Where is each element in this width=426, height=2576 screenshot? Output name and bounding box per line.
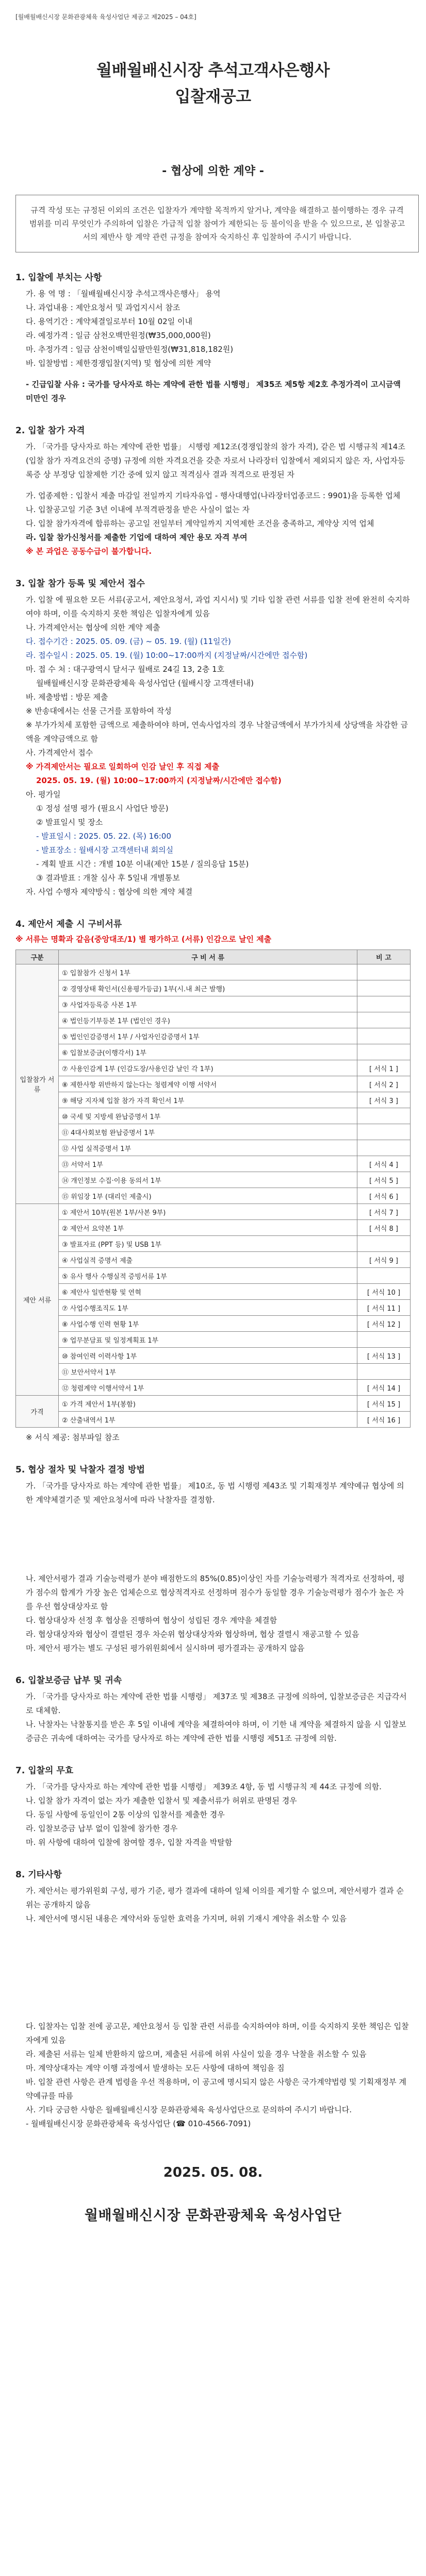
- table-note-cell: [ 서식 8 ]: [357, 1220, 411, 1236]
- table-row: [16, 1140, 411, 1156]
- table-row: [16, 1316, 411, 1332]
- table-document-cell: ⑨ 업무분담표 및 일정계획표 1부: [59, 1332, 357, 1348]
- table-document-cell: ⑤ 법인인감증명서 1부 / 사업자인감증명서 1부: [59, 1028, 357, 1044]
- section-8-line: 가. 제안서는 평가위원회 구성, 평가 기준, 평가 결과에 대하여 일체 이의를 제기할 수 없으며, 제안서평가 결과 순위는 공개하지 않음: [26, 1886, 404, 1909]
- section-3-line: ※ 부가가치세 포함한 금액으로 제출하여야 하며, 연속사업자의 경우 낙찰금액에서 부가가치세 상당액을 차감한 금액을 계약금액으로 함: [26, 720, 408, 743]
- section-6-line: 가. 「국가를 당사자로 하는 계약에 관한 법률 시행령」 제37조 및 제38조 규정에 의하여, 입찰보증금은 지급각서로 대체함.: [26, 1692, 407, 1715]
- table-note-cell: [357, 1044, 411, 1060]
- table-header-note: 비 고: [357, 950, 411, 964]
- required-documents-table: [15, 950, 411, 1428]
- table-document-cell: ② 경영상태 확인서(신용평가등급) 1부(시.내 최근 발행): [59, 980, 357, 996]
- section-5-line: 마. 제안서 평가는 별도 구성된 평가위원회에서 실시하며 평가결과는 공개하지 않음: [26, 1643, 305, 1653]
- section-3-line: 월배월배신시장 문화관광체육 육성사업단 (월배시장 고객센터내): [36, 679, 254, 688]
- table-row: [16, 1348, 411, 1364]
- table-row: [16, 1396, 411, 1412]
- table-note-cell: [ 서식 14 ]: [357, 1380, 411, 1396]
- table-note-cell: [ 서식 5 ]: [357, 1172, 411, 1188]
- section-8-line: [15, 1926, 411, 1933]
- table-document-cell: ④ 법인등기부등본 1부 (법인인 경우): [59, 1012, 357, 1028]
- section-1-line: 마. 추정가격 : 일금 삼천이백일십팔만원정(₩31,818,182원): [26, 345, 234, 354]
- section-7-heading: 7. 입찰의 무효: [15, 1766, 74, 1776]
- section-5-line: 가. 「국가를 당사자로 하는 계약에 관한 법률」 제10조, 동 법 시행령 제43조 및 기획재정부 계약예규 협상에 의한 계약체결기준 및 제안요청서에 따라 낙찰자를 결정함.: [26, 1481, 404, 1504]
- section-7-line: 나. 입찰 참가 자격이 없는 자가 제출한 입찰서 및 제출서류가 허위로 판명된 경우: [26, 1796, 297, 1805]
- table-category-cell: 입찰참가 서류: [16, 964, 59, 1204]
- table-row: [16, 964, 411, 980]
- section-3-line: 가. 입찰 에 필요한 모든 서류(공고서, 제안요청서, 과업 지시서) 및 기타 입찰 관련 서류를 입찰 전에 완전히 숙지하여야 하며, 이를 숙지하지 못한 책임은 입찰자에게 있음: [26, 595, 410, 618]
- section-1-body: [15, 287, 411, 405]
- section-5-line: [15, 1529, 411, 1536]
- table-row: [16, 1204, 411, 1220]
- section-3-line: ※ 가격제안서는 필요로 일회하여 인감 날인 후 직접 제출: [26, 762, 220, 771]
- document-header: [월배월배신시장 문화관광체육 육성사업단 제공고 제2025 – 04호]: [15, 13, 196, 21]
- table-row: [16, 1044, 411, 1060]
- section-2-heading: 2. 입찰 참가 자격: [15, 426, 85, 436]
- section-2-body: [15, 440, 411, 558]
- table-note-cell: [357, 1268, 411, 1284]
- section-8-line: 라. 제출된 서류는 일체 반환하지 않으며, 제출된 서류에 허위 사실이 있을 경우 낙찰을 취소할 수 있음: [26, 2049, 367, 2059]
- table-row: [16, 1076, 411, 1092]
- section-6-heading: 6. 입찰보증금 납부 및 귀속: [15, 1675, 122, 1686]
- table-note-cell: [ 서식 13 ]: [357, 1348, 411, 1364]
- section-8-heading: 8. 기타사항: [15, 1870, 62, 1880]
- section-8-line: 마. 계약상대자는 계약 이행 과정에서 발생하는 모든 사항에 대하여 책임을 짐: [26, 2063, 285, 2073]
- table-row: [16, 1380, 411, 1396]
- table-row: [16, 1300, 411, 1316]
- table-row: [16, 980, 411, 996]
- table-row: [16, 1284, 411, 1300]
- section-5-line: 라. 협상대상자와 협상이 결렬된 경우 차순위 협상대상자와 협상하며, 협상 결렬시 재공고할 수 있음: [26, 1630, 359, 1639]
- section-7-line: 라. 입찰보증금 납부 없이 입찰에 참가한 경우: [26, 1824, 178, 1833]
- table-note-cell: [ 서식 12 ]: [357, 1316, 411, 1332]
- table-document-cell: ① 입찰참가 신청서 1부: [59, 964, 357, 980]
- table-row: [16, 1108, 411, 1124]
- table-row: [16, 1060, 411, 1076]
- section-3-line: ③ 결과발표 : 개찰 심사 후 5일내 개별통보: [36, 873, 180, 883]
- section-2-line: 다. 입찰 참가자격에 합류하는 공고일 전일부터 계약일까지 지역제한 조건을 충족하고, 계약상 지역 업체: [26, 519, 374, 528]
- table-note-cell: [ 서식 2 ]: [357, 1076, 411, 1092]
- table-row: [16, 1236, 411, 1252]
- section-1-note: - 긴급입찰 사유 : 국가를 당사자로 하는 계약에 관한 법률 시행령」 제35조 제5항 제2호 추정가격이 고시금액 미만인 경우: [26, 380, 401, 403]
- section-3-heading: 3. 입찰 참가 등록 및 제안서 접수: [15, 579, 145, 589]
- section-7-line: 다. 동일 사항에 동일인이 2통 이상의 입찰서를 제출한 경우: [26, 1810, 225, 1819]
- section-2-line: 가. 업종제한 : 입찰서 제출 마감일 전일까지 기타자유업 - 행사대행업(나라장터업종코드 : 9901)을 등록한 업체: [26, 491, 401, 500]
- subtitle: - 협상에 의한 계약 -: [162, 165, 264, 178]
- table-header-category: 구분: [16, 950, 59, 964]
- table-note-cell: [357, 964, 411, 980]
- section-8-line: [15, 1969, 411, 1976]
- table-note-cell: [357, 1108, 411, 1124]
- notice-box: 규격 작성 또는 규정된 이외의 조건은 입찰자가 계약할 목적까지 알거나, 계약을 해결하고 불이행하는 경우 규격 범위를 미리 무엇인가 주의하여 입찰은 가급적 입찰 참여가 제한되는 등 불이익을 받을 수 있으므로, 본 입찰공고서의 제반사 항 계약 관련 규정을 참여자 숙지하신 후 입찰하여 주시기 바랍니다.: [15, 195, 419, 252]
- section-7-body: [15, 1780, 411, 1850]
- section-1-line: 라. 예정가격 : 일금 삼천오백만원정(₩35,000,000원): [26, 331, 211, 340]
- table-row: [16, 1220, 411, 1236]
- section-6-body: [15, 1690, 411, 1745]
- section-3-line: ② 발표일시 및 장소: [36, 818, 103, 827]
- table-document-cell: ⑤ 유사 행사 수행실적 증빙서류 1부: [59, 1268, 357, 1284]
- table-row: [16, 1188, 411, 1204]
- issuing-organization: 월배월배신시장 문화관광체육 육성사업단: [84, 2208, 342, 2224]
- table-document-cell: ⑧ 사업수행 인력 현황 1부: [59, 1316, 357, 1332]
- section-5-line: 나. 제안서평가 결과 기술능력평가 분야 배점한도의 85%(0.85)이상인 자를 기술능력평가 적격자로 선정하여, 평가 점수의 합계가 가장 높은 업체순으로 협상적격자로 선정하며 점수가 동일할 경우 기술능력평가 점수가 높은 자를 우선 협상대상자로 함: [26, 1574, 405, 1611]
- table-note-cell: [357, 1124, 411, 1140]
- section-3-line: 마. 접 수 처 : 대구광역시 달서구 월배로 24길 13, 2층 1호: [26, 665, 225, 674]
- section-5-line: 다. 협상대상자 선정 후 협상을 진행하여 협상이 성립된 경우 계약을 체결함: [26, 1616, 277, 1625]
- table-note-cell: [ 서식 6 ]: [357, 1188, 411, 1204]
- title-block: [32, 57, 394, 107]
- section-1-line: 다. 용역기간 : 계약체결일로부터 10월 02일 이내: [26, 317, 192, 326]
- table-document-cell: ⑮ 위임장 1부 (대리인 제출시): [59, 1188, 357, 1204]
- table-document-cell: ② 제안서 요약본 1부: [59, 1220, 357, 1236]
- table-document-cell: ⑫ 청렴계약 이행서약서 1부: [59, 1380, 357, 1396]
- section-3-line: 나. 가격제안서는 협상에 의한 계약 제출: [26, 623, 160, 632]
- table-note-cell: [357, 1140, 411, 1156]
- section-8-line: [15, 1991, 411, 1998]
- section-4-after: ※ 서식 제공: 첨부파일 참조: [26, 1433, 120, 1442]
- table-row: [16, 1092, 411, 1108]
- section-3-line: 2025. 05. 19. (월) 10:00~17:00까지 (지정날짜/시간에만 접수함): [36, 776, 282, 785]
- table-document-cell: ④ 사업실적 증명서 제출: [59, 1252, 357, 1268]
- table-document-cell: ⑫ 사업 실적증명서 1부: [59, 1140, 357, 1156]
- table-document-cell: ⑪ 보안서약서 1부: [59, 1364, 357, 1380]
- section-8-line: 사. 기타 궁금한 사항은 월배월배신시장 문화관광체육 육성사업단으로 문의하여 주시기 바랍니다.: [26, 2105, 352, 2114]
- table-document-cell: ① 제안서 10부(원본 1부/사본 9부): [59, 1204, 357, 1220]
- section-3-line: 다. 접수기간 : 2025. 05. 09. (금) ~ 05. 19. (월) (11일간): [26, 637, 231, 646]
- section-5-line: [15, 1521, 411, 1529]
- section-3-line: - 발표일시 : 2025. 05. 22. (목) 16:00: [36, 832, 171, 841]
- notice-date: 2025. 05. 08.: [163, 2165, 263, 2180]
- table-note-cell: [357, 1332, 411, 1348]
- section-8-line: 나. 제안서에 명시된 내용은 계약서와 동일한 효력을 가지며, 허위 기재시 계약을 취소할 수 있음: [26, 1914, 347, 1923]
- table-row: [16, 1412, 411, 1428]
- table-row: [16, 1252, 411, 1268]
- table-row: [16, 1012, 411, 1028]
- section-4-notice: ※ 서류는 명확과 같음(중앙대조/1) 별 평가하고 (서류) 인감으로 날인 제출: [15, 935, 272, 944]
- table-document-cell: ① 가격 제안서 1부(봉함): [59, 1396, 357, 1412]
- section-5-line: [15, 1557, 411, 1565]
- table-row: [16, 1028, 411, 1044]
- section-2-line: 나. 입찰공고일 기준 3년 이내에 부적격판정을 받은 사실이 없는 자: [26, 505, 250, 514]
- page-title-line1: 월배월배신시장 추석고객사은행사: [96, 61, 330, 80]
- table-document-cell: ② 산출내역서 1부: [59, 1412, 357, 1428]
- section-7-line: 마. 위 사항에 대하여 입찰에 참여할 경우, 입찰 자격을 박탈함: [26, 1838, 233, 1847]
- section-3-line: - 발표장소 : 월배시장 고객센터내 회의실: [36, 845, 174, 855]
- table-document-cell: ⑪ 4대사회보험 완납증명서 1부: [59, 1124, 357, 1140]
- table-note-cell: [ 서식 15 ]: [357, 1396, 411, 1412]
- section-1-line: 나. 과업내용 : 제안요청서 및 과업지시서 참조: [26, 303, 181, 312]
- table-document-cell: ⑭ 개인정보 수집·이용 동의서 1부: [59, 1172, 357, 1188]
- table-note-cell: [357, 1012, 411, 1028]
- table-document-cell: ⑦ 사업수행조직도 1부: [59, 1300, 357, 1316]
- table-note-cell: [ 서식 4 ]: [357, 1156, 411, 1172]
- table-note-cell: [ 서식 3 ]: [357, 1092, 411, 1108]
- section-8-line: [15, 2005, 411, 2012]
- table-category-cell: 가격: [16, 1396, 59, 1428]
- table-row: [16, 1172, 411, 1188]
- table-row: [16, 1364, 411, 1380]
- table-note-cell: [ 서식 10 ]: [357, 1284, 411, 1300]
- section-3-line: 아. 평가일: [26, 790, 61, 799]
- table-document-cell: ⑩ 국세 및 지방세 완납증명서 1부: [59, 1108, 357, 1124]
- table-document-cell: ⑥ 입찰보증금(이행각서) 1부: [59, 1044, 357, 1060]
- table-note-cell: [357, 1364, 411, 1380]
- table-note-cell: [ 서식 9 ]: [357, 1252, 411, 1268]
- section-8-line: [15, 1933, 411, 1940]
- section-3-line: ※ 반송대에서는 선물 근거를 포함하여 작성: [26, 706, 172, 716]
- section-8-line: - 월배월배신시장 문화관광체육 육성사업단 (☎ 010-4566-7091): [26, 2119, 251, 2128]
- section-6-line: 나. 낙찰자는 낙찰통지를 받은 후 5일 이내에 계약을 체결하여야 하며, 이 기한 내 계약을 체결하지 않을 시 입찰보증금은 귀속에 대하여는 국가를 당사자로 하는 계약에 관한 법률 시행령 제51조 규정에 의함.: [26, 1720, 406, 1743]
- table-document-cell: ⑥ 제안사 일반현황 및 연혁: [59, 1284, 357, 1300]
- section-5-line: [15, 1514, 411, 1521]
- section-5-line: [15, 1507, 411, 1514]
- section-5-line: [15, 1565, 411, 1572]
- section-3-line: 바. 제출방법 : 방문 제출: [26, 692, 108, 702]
- section-8-line: [15, 1962, 411, 1969]
- section-8-line: [15, 1984, 411, 1991]
- table-document-cell: ⑧ 제한사항 위반하지 않는다는 청렴계약 이행 서약서: [59, 1076, 357, 1092]
- table-document-cell: ③ 발표자료 (PPT 등) 및 USB 1부: [59, 1236, 357, 1252]
- table-row: [16, 996, 411, 1012]
- section-3-line: - 계획 발표 시간 : 개별 10분 이내(제안 15분 / 질의응답 15분): [36, 859, 249, 869]
- section-1-line: 가. 용 역 명 : 「월배월배신시장 추석고객사은행사」 용역: [26, 289, 221, 298]
- table-note-cell: [ 서식 16 ]: [357, 1412, 411, 1428]
- table-header-documents: 구 비 서 류: [59, 950, 357, 964]
- section-5-line: [15, 1550, 411, 1557]
- section-3-line: 자. 사업 수행자 제약방식 : 협상에 의한 계약 체결: [26, 887, 193, 896]
- section-8-body: [15, 1884, 411, 2131]
- table-note-cell: [ 서식 7 ]: [357, 1204, 411, 1220]
- table-document-cell: ⑩ 참여인력 이력사항 1부: [59, 1348, 357, 1364]
- section-2-warning: ※ 본 과업은 공동수급이 불가합니다.: [26, 547, 152, 556]
- section-7-line: 가. 「국가를 당사자로 하는 계약에 관한 법률 시행령」 제39조 4항, 동 법 시행규칙 제 44조 규정에 의함.: [26, 1782, 382, 1791]
- table-document-cell: ⑦ 사용인감계 1부 (인감도장/사용인감 날인 각 1부): [59, 1060, 357, 1076]
- table-document-cell: ⑨ 해당 지자체 입찰 참가 자격 확인서 1부: [59, 1092, 357, 1108]
- section-4-heading: 4. 제안서 제출 시 구비서류: [15, 919, 122, 929]
- section-8-line: [15, 1940, 411, 1947]
- page-title-line2: 입찰재공고: [175, 88, 251, 106]
- section-3-body: [15, 593, 411, 899]
- table-note-cell: [357, 996, 411, 1012]
- table-row: [16, 1124, 411, 1140]
- section-3-line: 사. 가격제안서 접수: [26, 748, 93, 757]
- section-8-line: [15, 1947, 411, 1955]
- section-2-line: 가. 「국가를 당사자로 하는 계약에 관한 법률」 시행령 제12조(경쟁입찰의 참가 자격), 같은 법 시행규칙 제14조(입찰 참가 자격요건의 증명) 규정에 의한 자격요건을 갖춘 자로서 나라장터 입찰에서 제외되지 않은 자, 사업자등록증 상 부정당 입찰제한 기간 중에 있지 않고 적격심사 결과 적격으로 판정된 자: [26, 442, 405, 479]
- table-body: [16, 964, 411, 1428]
- section-8-line: [15, 1955, 411, 1962]
- section-8-line: 다. 입찰자는 입찰 전에 공고문, 제안요청서 등 입찰 관련 서류를 숙지하여야 하며, 이를 숙지하지 못한 책임은 입찰자에게 있음: [26, 2022, 409, 2045]
- section-5-body: [15, 1479, 411, 1655]
- section-1-heading: 1. 입찰에 부치는 사항: [15, 273, 102, 283]
- table-row: [16, 1268, 411, 1284]
- section-5-heading: 5. 협상 절차 및 낙찰자 결정 방법: [15, 1465, 145, 1475]
- table-document-cell: ⑬ 서약서 1부: [59, 1156, 357, 1172]
- table-document-cell: ③ 사업자등록증 사본 1부: [59, 996, 357, 1012]
- section-8-line: [15, 1976, 411, 1984]
- table-note-cell: [357, 1236, 411, 1252]
- table-row: [16, 1332, 411, 1348]
- section-3-line: ① 정성 설명 평가 (필요시 사업단 방문): [36, 804, 169, 813]
- table-note-cell: [357, 980, 411, 996]
- section-2-line: 라. 입찰 참가신청서를 제출한 기업에 대하여 제안 용모 자격 부여: [26, 533, 248, 542]
- table-note-cell: [357, 1028, 411, 1044]
- table-category-cell: 제안 서류: [16, 1204, 59, 1396]
- table-note-cell: [ 서식 11 ]: [357, 1300, 411, 1316]
- section-1-line: 바. 입찰방법 : 제한경쟁입찰(지역) 및 협상에 의한 계약: [26, 359, 211, 368]
- section-5-line: [15, 1543, 411, 1550]
- table-note-cell: [ 서식 1 ]: [357, 1060, 411, 1076]
- section-3-line: 라. 접수일시 : 2025. 05. 19. (월) 10:00~17:00까지 (지정날짜/시간에만 접수함): [26, 651, 308, 660]
- section-8-line: 바. 입찰 관련 사항은 관계 법령을 우선 적용하며, 이 공고에 명시되지 않은 사항은 국가계약법령 및 기획재정부 계약예규를 따름: [26, 2077, 406, 2100]
- table-row: [16, 1156, 411, 1172]
- section-5-line: [15, 1536, 411, 1543]
- section-8-line: [15, 1998, 411, 2005]
- section-8-line: [15, 2012, 411, 2020]
